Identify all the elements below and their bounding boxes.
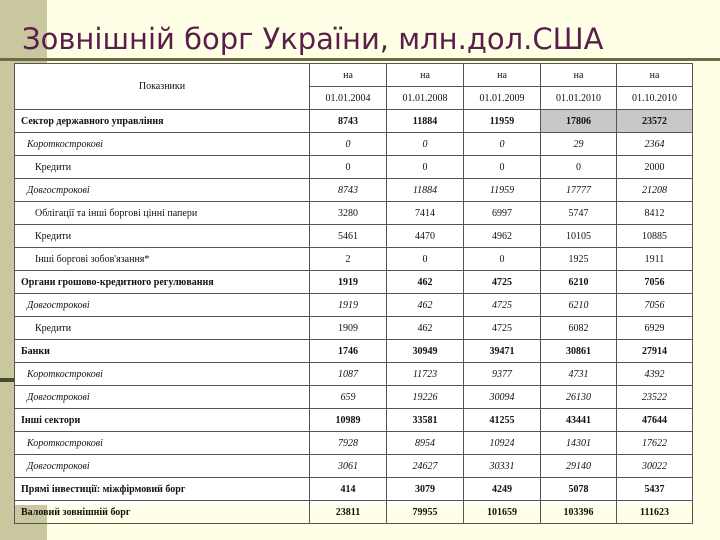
value-cell: 659 (310, 386, 387, 409)
value-cell: 79955 (387, 501, 464, 524)
value-cell: 0 (387, 248, 464, 271)
row-label: Органи грошово-кредитного регулювання (15, 271, 310, 294)
value-cell: 17777 (541, 179, 617, 202)
value-cell: 6210 (541, 271, 617, 294)
value-cell: 1911 (617, 248, 693, 271)
header-date-cell: 01.01.2008 (387, 87, 464, 110)
value-cell: 462 (387, 271, 464, 294)
value-cell: 101659 (464, 501, 541, 524)
table-row (15, 202, 693, 225)
value-cell: 21208 (617, 179, 693, 202)
table-row (15, 340, 693, 363)
value-cell: 6210 (541, 294, 617, 317)
value-cell: 29 (541, 133, 617, 156)
value-cell: 4725 (464, 294, 541, 317)
value-cell: 7056 (617, 294, 693, 317)
value-cell: 2000 (617, 156, 693, 179)
value-cell: 10105 (541, 225, 617, 248)
table-row (15, 271, 693, 294)
page-title: Зовнішній борг України, млн.дол.США (22, 22, 604, 56)
value-cell: 1919 (310, 294, 387, 317)
value-cell: 3079 (387, 478, 464, 501)
row-label: Довгострокові (15, 386, 310, 409)
value-cell: 1746 (310, 340, 387, 363)
title-divider (0, 58, 720, 61)
value-cell: 7928 (310, 432, 387, 455)
value-cell: 0 (464, 133, 541, 156)
external-debt-table (14, 63, 693, 524)
value-cell: 10989 (310, 409, 387, 432)
row-label: Короткострокові (15, 363, 310, 386)
value-cell: 0 (464, 156, 541, 179)
value-cell: 23811 (310, 501, 387, 524)
value-cell: 24627 (387, 455, 464, 478)
value-cell: 7414 (387, 202, 464, 225)
value-cell: 11884 (387, 110, 464, 133)
value-cell: 30094 (464, 386, 541, 409)
value-cell: 19226 (387, 386, 464, 409)
row-label: Облігації та інші боргові цінні папери (15, 202, 310, 225)
value-cell: 414 (310, 478, 387, 501)
value-cell: 39471 (464, 340, 541, 363)
value-cell: 6082 (541, 317, 617, 340)
row-label: Кредити (15, 317, 310, 340)
table-row (15, 225, 693, 248)
row-label: Довгострокові (15, 455, 310, 478)
header-prefix-cell: на (310, 64, 387, 87)
value-cell: 4725 (464, 317, 541, 340)
table-row (15, 409, 693, 432)
row-label: Довгострокові (15, 179, 310, 202)
header-date-cell: 01.01.2009 (464, 87, 541, 110)
value-cell: 4249 (464, 478, 541, 501)
value-cell: 11959 (464, 179, 541, 202)
row-label: Прямі інвестиції: міжфірмовий борг (15, 478, 310, 501)
value-cell: 4392 (617, 363, 693, 386)
value-cell: 0 (310, 133, 387, 156)
value-cell: 2364 (617, 133, 693, 156)
value-cell: 5461 (310, 225, 387, 248)
row-label: Кредити (15, 225, 310, 248)
value-cell: 0 (310, 156, 387, 179)
value-cell: 0 (387, 133, 464, 156)
value-cell: 4731 (541, 363, 617, 386)
table-row (15, 248, 693, 271)
header-prefix-cell: на (617, 64, 693, 87)
value-cell: 23572 (617, 110, 693, 133)
value-cell: 0 (464, 248, 541, 271)
value-cell: 11884 (387, 179, 464, 202)
row-label: Короткострокові (15, 133, 310, 156)
table-row (15, 386, 693, 409)
row-label: Довгострокові (15, 294, 310, 317)
header-prefix-cell: на (541, 64, 617, 87)
table-row (15, 455, 693, 478)
value-cell: 8743 (310, 110, 387, 133)
value-cell: 8412 (617, 202, 693, 225)
value-cell: 3061 (310, 455, 387, 478)
value-cell: 3280 (310, 202, 387, 225)
header-date-cell: 01.01.2004 (310, 87, 387, 110)
value-cell: 6929 (617, 317, 693, 340)
value-cell: 30861 (541, 340, 617, 363)
value-cell: 33581 (387, 409, 464, 432)
value-cell: 23522 (617, 386, 693, 409)
row-label: Інші сектори (15, 409, 310, 432)
table-row (15, 179, 693, 202)
row-label: Валовий зовнішній борг (15, 501, 310, 524)
value-cell: 10885 (617, 225, 693, 248)
header-date-cell: 01.01.2010 (541, 87, 617, 110)
value-cell: 17806 (541, 110, 617, 133)
value-cell: 14301 (541, 432, 617, 455)
value-cell: 0 (541, 156, 617, 179)
row-label: Банки (15, 340, 310, 363)
table-row (15, 317, 693, 340)
value-cell: 2 (310, 248, 387, 271)
row-label: Інші боргові зобов'язання* (15, 248, 310, 271)
table-row (15, 110, 693, 133)
value-cell: 9377 (464, 363, 541, 386)
row-label: Короткострокові (15, 432, 310, 455)
value-cell: 26130 (541, 386, 617, 409)
value-cell: 8954 (387, 432, 464, 455)
header-indicator-cell: Показники (15, 64, 310, 110)
value-cell: 11723 (387, 363, 464, 386)
table-row (15, 133, 693, 156)
value-cell: 47644 (617, 409, 693, 432)
value-cell: 7056 (617, 271, 693, 294)
table-row (15, 478, 693, 501)
value-cell: 43441 (541, 409, 617, 432)
header-date-cell: 01.10.2010 (617, 87, 693, 110)
table-row (15, 294, 693, 317)
value-cell: 111623 (617, 501, 693, 524)
value-cell: 41255 (464, 409, 541, 432)
row-label: Сектор державного управління (15, 110, 310, 133)
value-cell: 462 (387, 294, 464, 317)
value-cell: 5078 (541, 478, 617, 501)
table-row (15, 432, 693, 455)
value-cell: 1909 (310, 317, 387, 340)
value-cell: 1087 (310, 363, 387, 386)
value-cell: 1925 (541, 248, 617, 271)
value-cell: 5437 (617, 478, 693, 501)
debt-table-container (14, 63, 692, 518)
value-cell: 10924 (464, 432, 541, 455)
value-cell: 6997 (464, 202, 541, 225)
value-cell: 4725 (464, 271, 541, 294)
value-cell: 29140 (541, 455, 617, 478)
value-cell: 30331 (464, 455, 541, 478)
value-cell: 17622 (617, 432, 693, 455)
value-cell: 8743 (310, 179, 387, 202)
value-cell: 1919 (310, 271, 387, 294)
value-cell: 103396 (541, 501, 617, 524)
row-label: Кредити (15, 156, 310, 179)
value-cell: 5747 (541, 202, 617, 225)
table-row (15, 363, 693, 386)
value-cell: 0 (387, 156, 464, 179)
value-cell: 4470 (387, 225, 464, 248)
table-row (15, 156, 693, 179)
header-prefix-cell: на (387, 64, 464, 87)
value-cell: 462 (387, 317, 464, 340)
value-cell: 30022 (617, 455, 693, 478)
value-cell: 11959 (464, 110, 541, 133)
table-row (15, 501, 693, 524)
value-cell: 30949 (387, 340, 464, 363)
value-cell: 27914 (617, 340, 693, 363)
header-row (15, 64, 693, 87)
value-cell: 4962 (464, 225, 541, 248)
header-prefix-cell: на (464, 64, 541, 87)
